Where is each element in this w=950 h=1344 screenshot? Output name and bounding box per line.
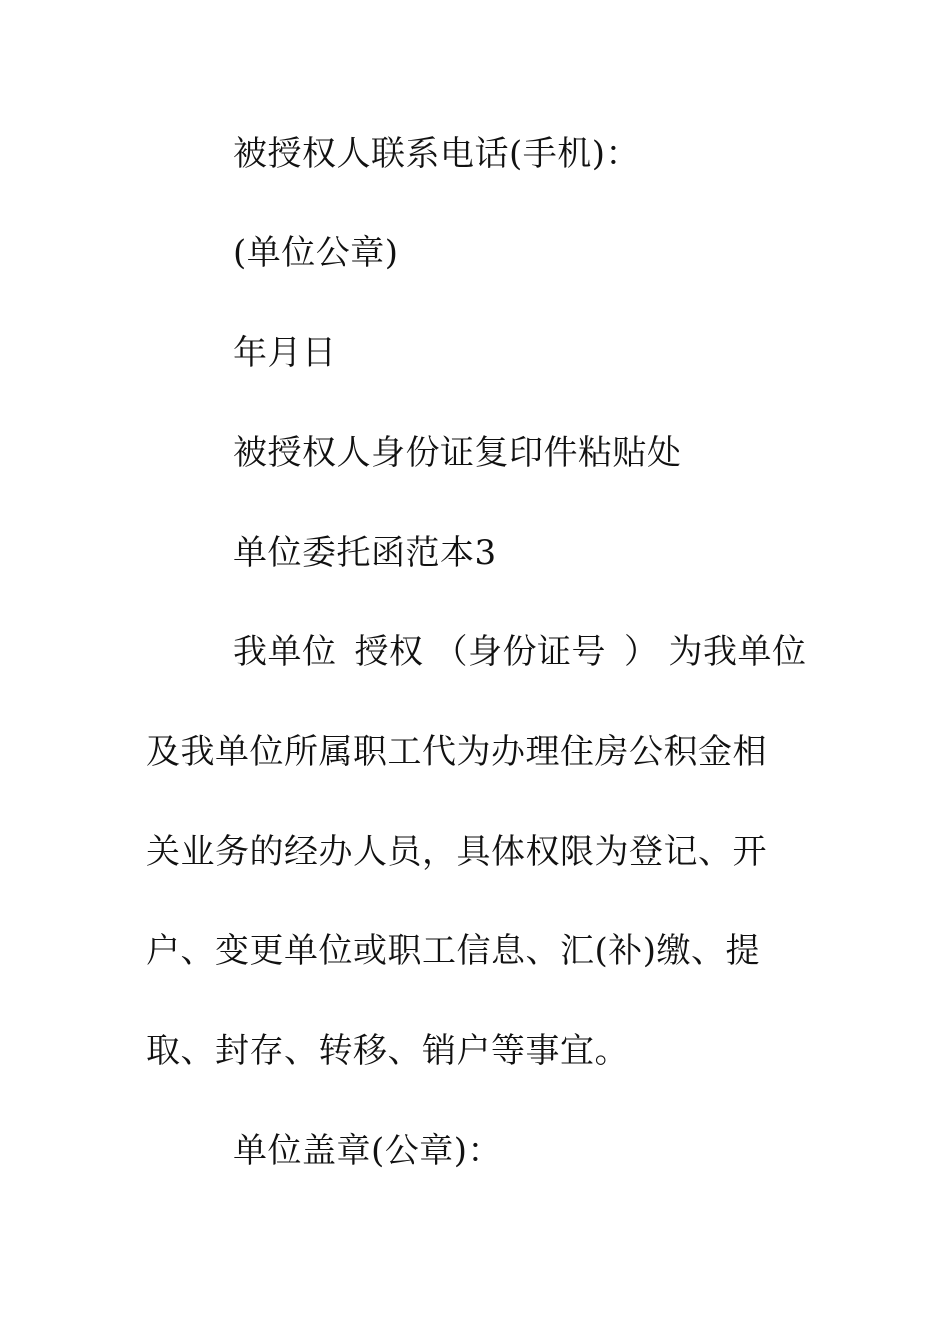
paragraph-line-5: 取、封存、转移、销户等事宜。 xyxy=(146,1031,629,1071)
paragraph-first-line xyxy=(233,632,807,672)
paragraph-seg-1: 我单位 xyxy=(233,632,337,672)
unit-seal-label: (单位公章) xyxy=(233,233,399,273)
paragraph-seg-4: ） xyxy=(624,632,659,672)
paragraph-seg-3: （身份证号 xyxy=(433,632,606,672)
paragraph-line-2: 及我单位所属职工代为办理住房公积金相 xyxy=(146,732,767,772)
section-heading: 单位委托函范本3 xyxy=(233,533,497,573)
paragraph-seg-5: 为我单位 xyxy=(668,632,807,672)
paragraph-line-3: 关业务的经办人员，具体权限为登记、开 xyxy=(146,832,767,872)
paragraph-seg-2: 授权 xyxy=(354,632,424,672)
authorized-phone-label: 被授权人联系电话(手机)： xyxy=(233,134,641,174)
date-label: 年月日 xyxy=(233,333,337,373)
paragraph-line-4: 户、变更单位或职工信息、汇(补)缴、提 xyxy=(146,931,761,971)
id-copy-paste-label: 被授权人身份证复印件粘贴处 xyxy=(233,433,682,473)
unit-seal-signature-label: 单位盖章(公章)： xyxy=(233,1131,503,1171)
